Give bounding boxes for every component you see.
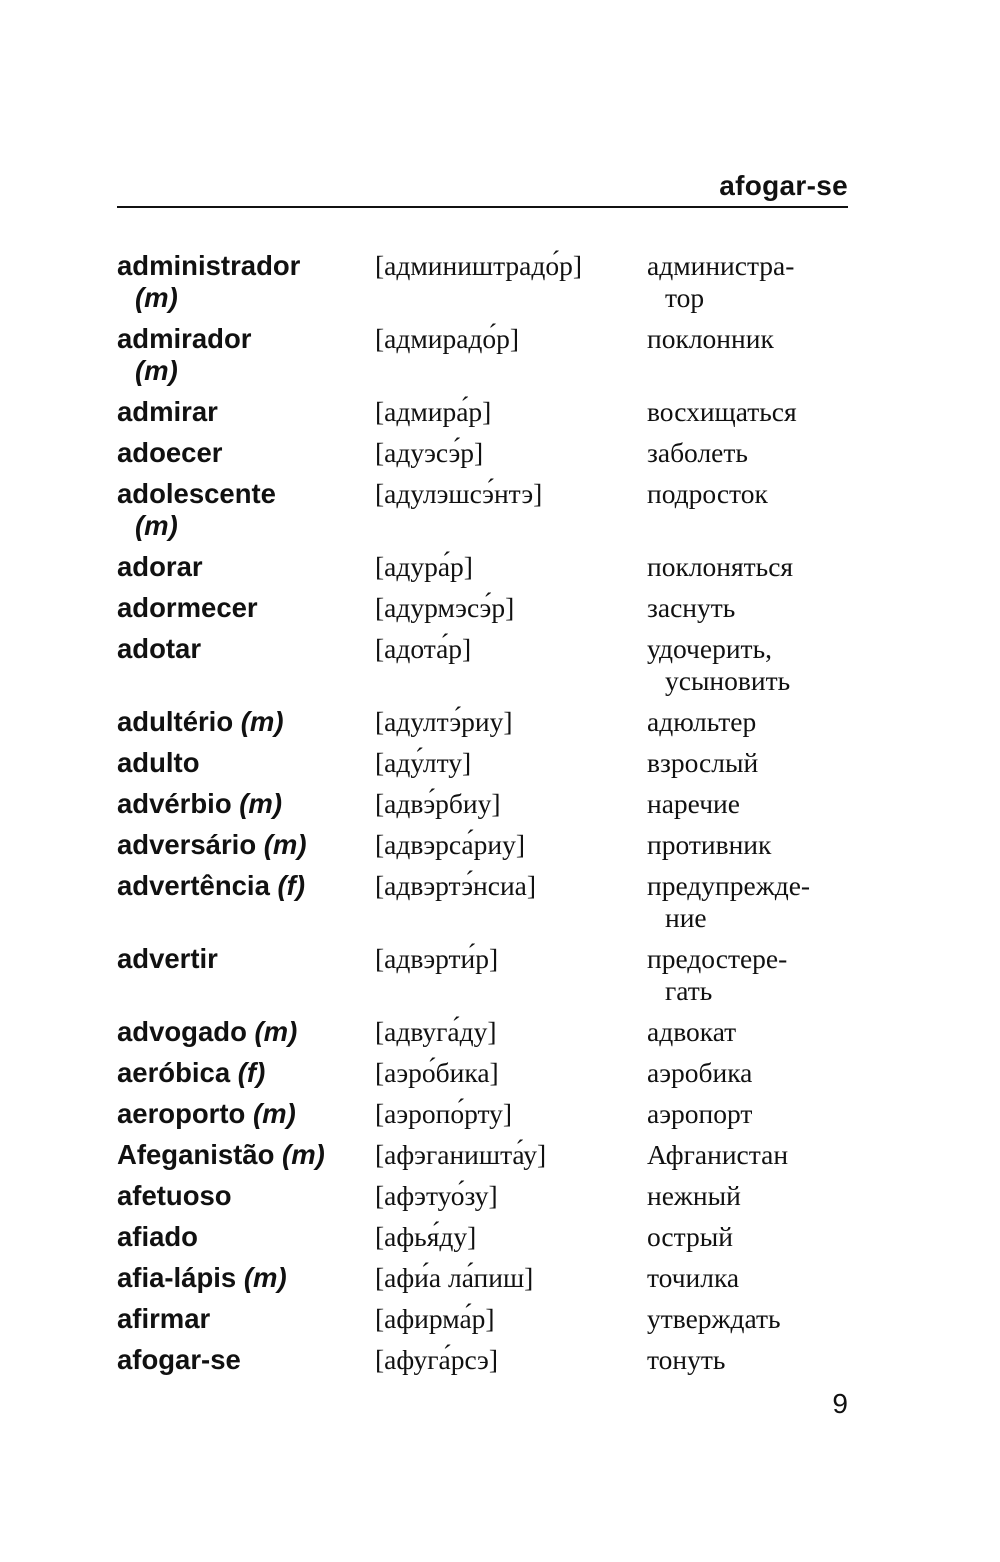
pronunciation: [афуга́рсэ] [375,1344,498,1375]
pronunciation: [афэганишта́у] [375,1139,547,1170]
headword: aeróbica [117,1057,231,1088]
headword-cell [117,1303,375,1335]
gender-marker: (m) [243,1262,287,1293]
headword: advertir [117,943,218,974]
page-number: 9 [832,1388,848,1419]
headword-cell [117,943,375,1007]
headword-cell [117,396,375,428]
headword: afiado [117,1221,198,1252]
translation: острый [647,1221,733,1252]
headword: adormecer [117,592,258,623]
translation: заснуть [647,592,736,623]
headword-cell [117,788,375,820]
dictionary-entry [117,1057,848,1089]
dictionary-entry [117,1303,848,1335]
header-rule [117,206,848,208]
headword-cell [117,870,375,934]
translation: утверждать [647,1303,781,1334]
headword: adulto [117,747,200,778]
pronunciation: [адулэшсэ́нтэ] [375,478,543,509]
headword-cell [117,1262,375,1294]
pronunciation: [афэтуо́зу] [375,1180,498,1211]
headword: adultério [117,706,234,737]
headword: admirador [117,323,252,354]
dictionary-entry [117,592,848,624]
translation: противник [647,829,772,860]
pronunciation: [адвуга́ду] [375,1016,497,1047]
pronunciation: [адултэ́риу] [375,706,513,737]
translation: предостере- гать [647,943,788,1006]
dictionary-entry [117,250,848,314]
headword: afirmar [117,1303,211,1334]
headword: afogar-se [117,1344,241,1375]
translation: заболеть [647,437,748,468]
pronunciation: [афья́ду] [375,1221,477,1252]
running-head: afogar-se [719,170,848,201]
headword: adoecer [117,437,223,468]
headword-cell [117,1221,375,1253]
headword-cell [117,478,375,542]
translation: аэробика [647,1057,753,1088]
dictionary-entry [117,1016,848,1048]
dictionary-entry [117,323,848,387]
headword: afetuoso [117,1180,232,1211]
dictionary-entry [117,943,848,1007]
dictionary-entry [117,706,848,738]
gender-marker: (m) [252,1098,296,1129]
headword-cell [117,250,375,314]
translation: точилка [647,1262,740,1293]
dictionary-entry [117,551,848,583]
headword: adversário [117,829,257,860]
pronunciation: [адура́р] [375,551,473,582]
dictionary-entry [117,1180,848,1212]
headword-cell [117,323,375,387]
dictionary-entry [117,633,848,697]
pronunciation: [адуэсэ́р] [375,437,484,468]
dictionary-entry [117,829,848,861]
dictionary-entry [117,1344,848,1376]
translation: администра- тор [647,250,795,313]
headword-cell [117,633,375,697]
dictionary-entry [117,788,848,820]
pronunciation: [адвэрти́р] [375,943,499,974]
headword: advogado [117,1016,247,1047]
translation: адвокат [647,1016,737,1047]
translation: поклонник [647,323,774,354]
headword: advérbio [117,788,232,819]
entry-list [117,250,848,1385]
translation: аэропорт [647,1098,753,1129]
headword-cell [117,437,375,469]
translation: взрослый [647,747,759,778]
headword: admirar [117,396,218,427]
translation: удочерить, усыновить [647,633,791,696]
headword-cell [117,592,375,624]
pronunciation: [адвэрса́риу] [375,829,526,860]
gender-marker: (m) [135,282,178,313]
headword-cell [117,1344,375,1376]
headword: aeroporto [117,1098,246,1129]
gender-marker: (m) [282,1139,325,1170]
dictionary-entry [117,478,848,542]
pronunciation: [аэропо́рту] [375,1098,513,1129]
gender-marker: (m) [263,829,307,860]
pronunciation: [адвэ́рбиу] [375,788,501,819]
pronunciation: [адмирадо́р] [375,323,520,354]
pronunciation: [афи́а ла́пиш] [375,1262,534,1293]
dictionary-entry [117,437,848,469]
headword: adotar [117,633,202,664]
gender-marker: (m) [135,510,178,541]
translation: тонуть [647,1344,726,1375]
translation: Афганистан [647,1139,789,1170]
gender-marker: (m) [135,355,178,386]
headword-cell [117,747,375,779]
headword-cell [117,1098,375,1130]
dictionary-entry [117,747,848,779]
pronunciation: [аду́лту] [375,747,472,778]
headword-cell [117,1180,375,1212]
translation: нежный [647,1180,741,1211]
translation: восхищаться [647,396,797,427]
dictionary-entry [117,870,848,934]
gender-marker: (m) [254,1016,298,1047]
headword: adolescente [117,478,276,509]
headword-cell [117,706,375,738]
headword: adorar [117,551,203,582]
gender-marker: (m) [239,788,283,819]
headword-cell [117,1057,375,1089]
gender-marker: (f) [237,1057,266,1088]
translation: подросток [647,478,768,509]
headword: Afeganistão [117,1139,275,1170]
dictionary-entry [117,1221,848,1253]
pronunciation: [админиштрадо́р] [375,250,583,281]
headword: advertência [117,870,270,901]
dictionary-entry [117,1098,848,1130]
dictionary-entry [117,396,848,428]
pronunciation: [афирма́р] [375,1303,495,1334]
headword-cell [117,551,375,583]
headword: administrador [117,250,301,281]
dictionary-entry [117,1262,848,1294]
gender-marker: (m) [240,706,284,737]
translation: адюльтер [647,706,757,737]
headword-cell [117,1139,375,1171]
headword-cell [117,829,375,861]
pronunciation: [адвэртэ́нсиа] [375,870,537,901]
pronunciation: [адота́р] [375,633,472,664]
dictionary-entry [117,1139,848,1171]
translation: предупрежде- ние [647,870,811,933]
translation: поклоняться [647,551,794,582]
translation: наречие [647,788,740,819]
pronunciation: [адмира́р] [375,396,492,427]
headword: afia-lápis [117,1262,237,1293]
gender-marker: (f) [277,870,305,901]
pronunciation: [адурмэсэ́р] [375,592,515,623]
headword-cell [117,1016,375,1048]
pronunciation: [аэро́бика] [375,1057,499,1088]
